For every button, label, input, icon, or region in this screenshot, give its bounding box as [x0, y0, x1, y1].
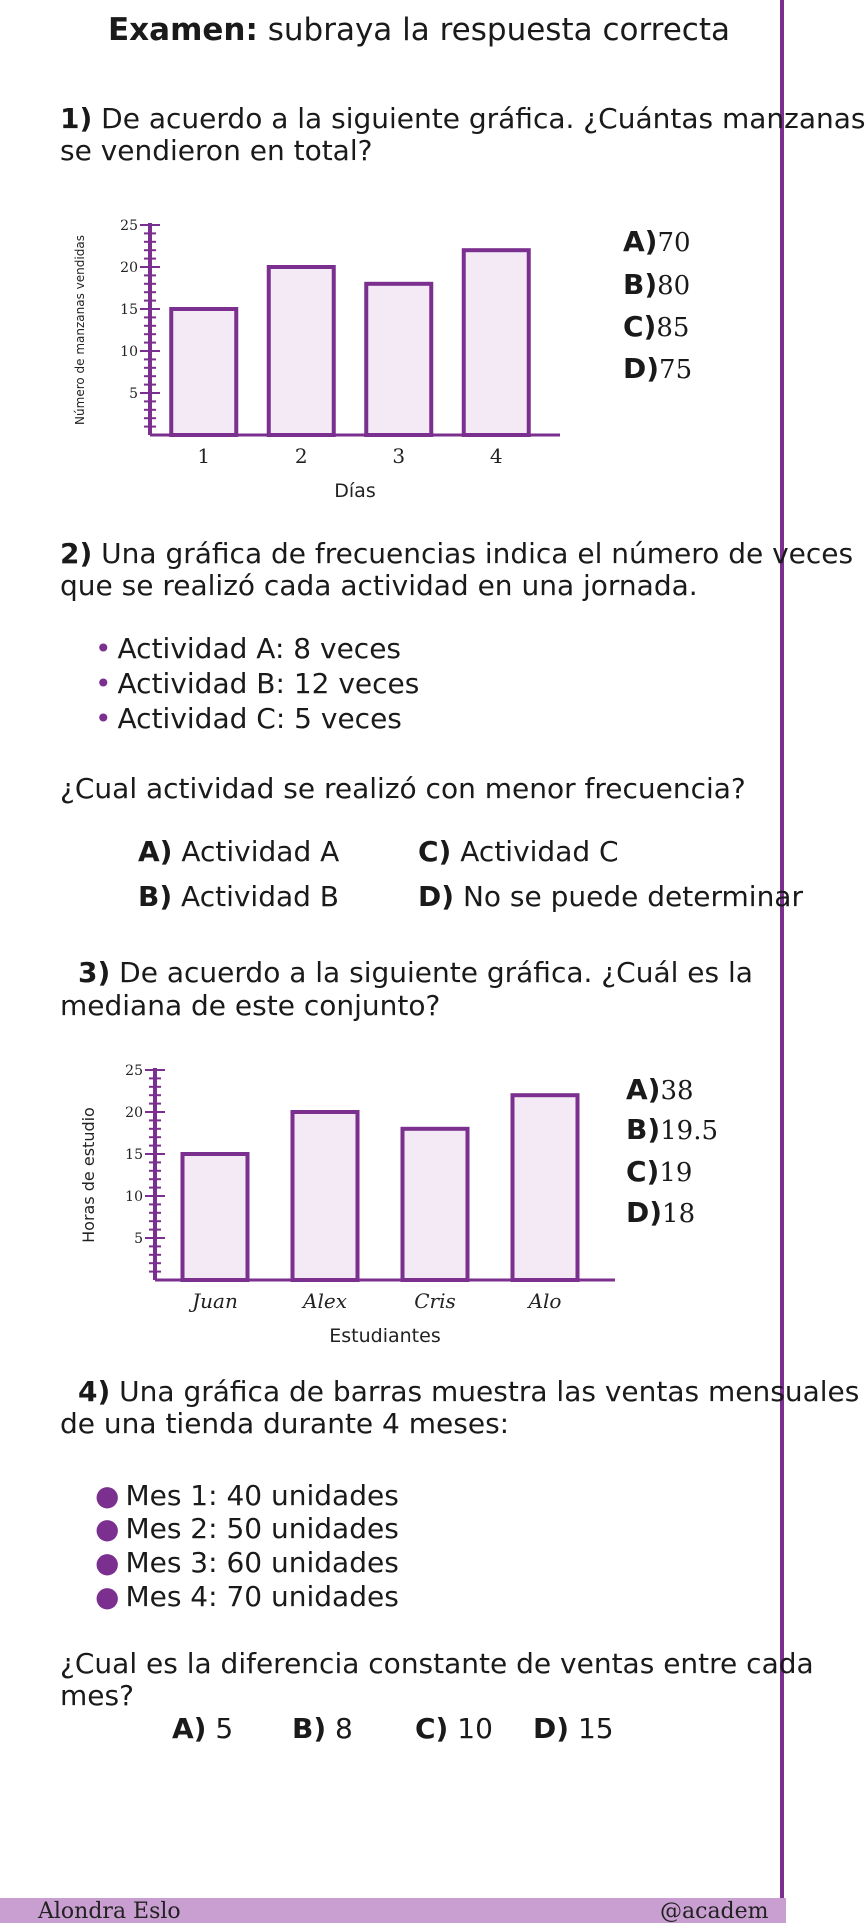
y-tick-label: 15 [120, 302, 138, 318]
bar [171, 309, 236, 435]
q3-option-b[interactable]: B)19.5 [626, 1113, 719, 1146]
bar [269, 267, 334, 435]
q4-option-c[interactable]: C) 10 [415, 1712, 493, 1745]
q2-option-b[interactable]: B) Actividad B [138, 880, 340, 913]
q4-question-line2: mes? [60, 1679, 134, 1712]
chart-apples-sold [70, 205, 610, 505]
q4-option-d[interactable]: D) 15 [533, 1712, 614, 1745]
q4-bullet-2: ● Mes 2: 50 unidades [95, 1512, 399, 1545]
q2-line1: 2) Una gráfica de frecuencias indica el número de veces [60, 537, 854, 570]
q4-bullet-1: ● Mes 1: 40 unidades [95, 1479, 399, 1512]
bar [464, 250, 529, 435]
page-title: Examen: subraya la respuesta correcta [108, 12, 731, 48]
q2-bullet-c: • Actividad C: 5 veces [95, 702, 402, 735]
q4-bullet-4: ● Mes 4: 70 unidades [95, 1580, 399, 1613]
x-tick-label: Alex [303, 1289, 347, 1313]
q4-line2: de una tienda durante 4 meses: [60, 1407, 510, 1440]
q2-option-d[interactable]: D) No se puede determinar [418, 880, 803, 913]
y-axis-label: Horas de estudio [79, 1107, 98, 1243]
x-axis-label: Estudiantes [329, 1325, 441, 1347]
bar [513, 1095, 578, 1280]
q3-option-c[interactable]: C)19 [626, 1155, 693, 1188]
x-tick-label: 4 [489, 444, 503, 468]
bar [293, 1112, 358, 1280]
q1-option-c[interactable]: C)85 [623, 310, 690, 343]
q4-bullet-3: ● Mes 3: 60 unidades [95, 1546, 399, 1579]
chart-study-hours [80, 1050, 620, 1350]
y-tick-label: 10 [125, 1189, 143, 1205]
y-tick-label: 10 [120, 344, 138, 360]
x-tick-label: Alo [528, 1289, 562, 1313]
q4-option-a[interactable]: A) 5 [172, 1712, 234, 1745]
q1-line2: se vendieron en total? [60, 134, 373, 167]
bar [403, 1129, 468, 1280]
q4-line1: 4) Una gráfica de barras muestra las ventas mensuales [78, 1375, 860, 1408]
q2-option-a[interactable]: A) Actividad A [138, 835, 340, 868]
q2-question: ¿Cual actividad se realizó con menor frecuencia? [60, 772, 746, 805]
footer-handle: @academ [660, 1899, 769, 1924]
q3-line2: mediana de este conjunto? [60, 989, 441, 1022]
q4-question-line1: ¿Cual es la diferencia constante de ventas entre cada [60, 1647, 814, 1680]
y-axis-label: Número de manzanas vendidas [73, 235, 87, 425]
q3-line1: 3) De acuerdo a la siguiente gráfica. ¿Cuál es la [78, 956, 753, 989]
footer-author: Alondra Eslo [38, 1899, 181, 1924]
y-tick-label: 25 [120, 218, 138, 234]
x-tick-label: 2 [294, 444, 308, 468]
x-axis-label: Días [334, 480, 376, 502]
footer-bar [0, 1898, 786, 1923]
x-tick-label: 1 [197, 444, 211, 468]
bar [183, 1154, 248, 1280]
q1-option-d[interactable]: D)75 [623, 352, 693, 385]
q3-option-a[interactable]: A)38 [626, 1073, 694, 1106]
q2-line2: que se realizó cada actividad en una jornada. [60, 569, 698, 602]
q2-option-c[interactable]: C) Actividad C [418, 835, 619, 868]
q1-line1: 1) De acuerdo a la siguiente gráfica. ¿Cuántas manzanas [60, 102, 866, 135]
x-tick-label: 3 [392, 444, 406, 468]
q2-bullet-a: • Actividad A: 8 veces [95, 632, 402, 665]
y-tick-label: 5 [134, 1231, 143, 1247]
y-tick-label: 5 [129, 386, 138, 402]
y-tick-label: 20 [125, 1105, 143, 1121]
x-tick-label: Juan [192, 1289, 238, 1313]
y-tick-label: 25 [125, 1063, 143, 1079]
right-accent-line [780, 0, 784, 1898]
q1-option-a[interactable]: A)70 [623, 225, 691, 258]
x-tick-label: Cris [414, 1289, 456, 1313]
y-tick-label: 15 [125, 1147, 143, 1163]
q2-bullet-b: • Actividad B: 12 veces [95, 667, 420, 700]
bar [366, 284, 431, 435]
q1-option-b[interactable]: B)80 [623, 268, 691, 301]
y-tick-label: 20 [120, 260, 138, 276]
q3-option-d[interactable]: D)18 [626, 1196, 696, 1229]
q4-option-b[interactable]: B) 8 [292, 1712, 353, 1745]
